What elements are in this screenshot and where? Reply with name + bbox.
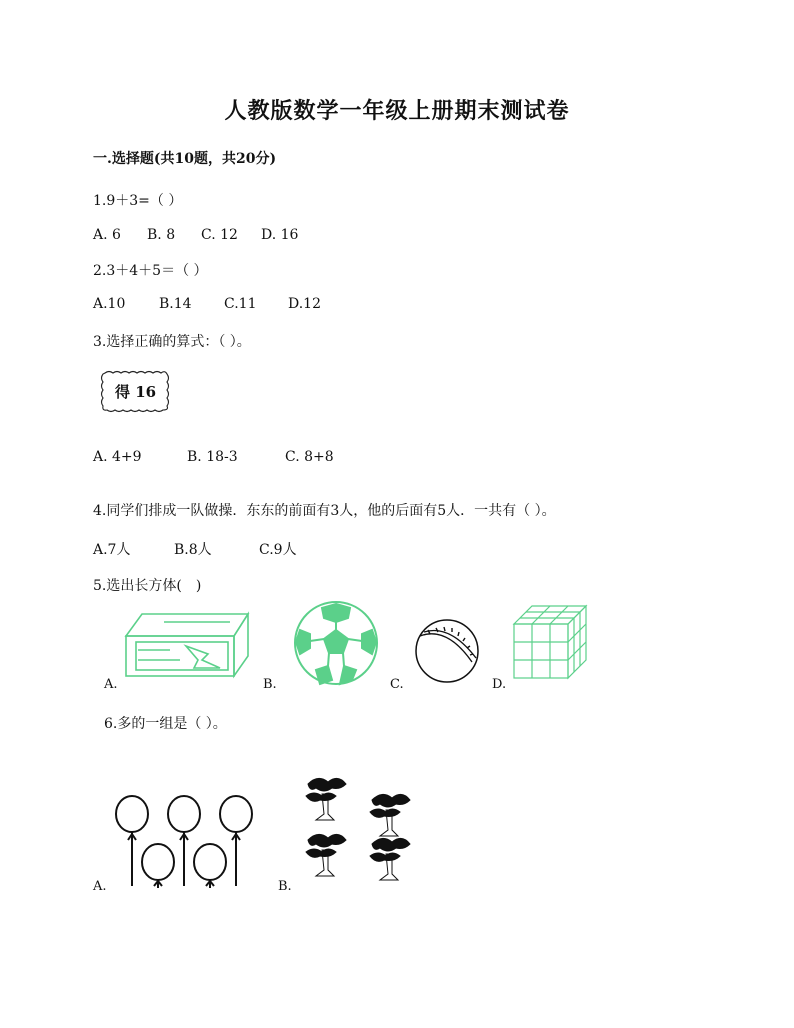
option-d[interactable]: D. 16 (261, 227, 299, 243)
question-4-options (93, 539, 297, 559)
q5-label-c: C. (390, 677, 404, 692)
option-a[interactable]: A. 6 (93, 227, 121, 243)
question-1-options (93, 227, 298, 243)
badge-text: 得 16 (115, 383, 157, 401)
option-a[interactable]: A. 4+9 (93, 449, 142, 465)
question-4-stem: 4.同学们排成一队做操．东东的前面有3人，他的后面有5人．一共有（ ）。 (93, 503, 556, 519)
cube-image[interactable] (510, 604, 590, 680)
question-2-options (93, 296, 321, 312)
q5-label-d: D. (492, 677, 507, 692)
q6-label-b: B. (278, 879, 292, 894)
option-c[interactable]: C. 12 (201, 227, 238, 243)
ball-image[interactable] (414, 618, 480, 684)
question-3-stem: 3.选择正确的算式：（ ）。 (93, 334, 251, 350)
option-b[interactable]: B.14 (159, 296, 192, 312)
option-c[interactable]: C.11 (224, 296, 257, 312)
box-image[interactable] (124, 610, 252, 680)
option-b[interactable]: B.8人 (174, 542, 212, 558)
option-c[interactable]: C. 8+8 (285, 449, 334, 465)
question-3-options (93, 449, 334, 465)
q5-label-b: B. (263, 677, 277, 692)
option-b[interactable]: B. 8 (147, 227, 176, 243)
option-b[interactable]: B. 18-3 (187, 449, 238, 465)
page-title: 人教版数学一年级上册期末测试卷 (224, 98, 570, 124)
question-2-stem: 2.3＋4＋5＝（ ） (93, 263, 208, 279)
option-c[interactable]: C.9人 (259, 542, 297, 558)
question-5-stem: 5.选出长方体( ) (93, 578, 202, 594)
balloons-image[interactable] (108, 792, 260, 888)
section-heading: 一.选择题(共10题，共20分) (93, 151, 277, 167)
soccer-ball-image[interactable] (292, 600, 380, 686)
question-6-stem: 6.多的一组是（ ）。 (104, 716, 227, 732)
option-d[interactable]: D.12 (288, 296, 321, 312)
trees-image[interactable] (296, 770, 426, 886)
option-a[interactable]: A.7人 (93, 542, 131, 558)
question-1-stem: 1.9＋3=（ ） (93, 193, 183, 209)
q6-label-a: A. (93, 879, 107, 894)
q5-label-a: A. (104, 677, 118, 692)
option-a[interactable]: A.10 (93, 296, 126, 312)
